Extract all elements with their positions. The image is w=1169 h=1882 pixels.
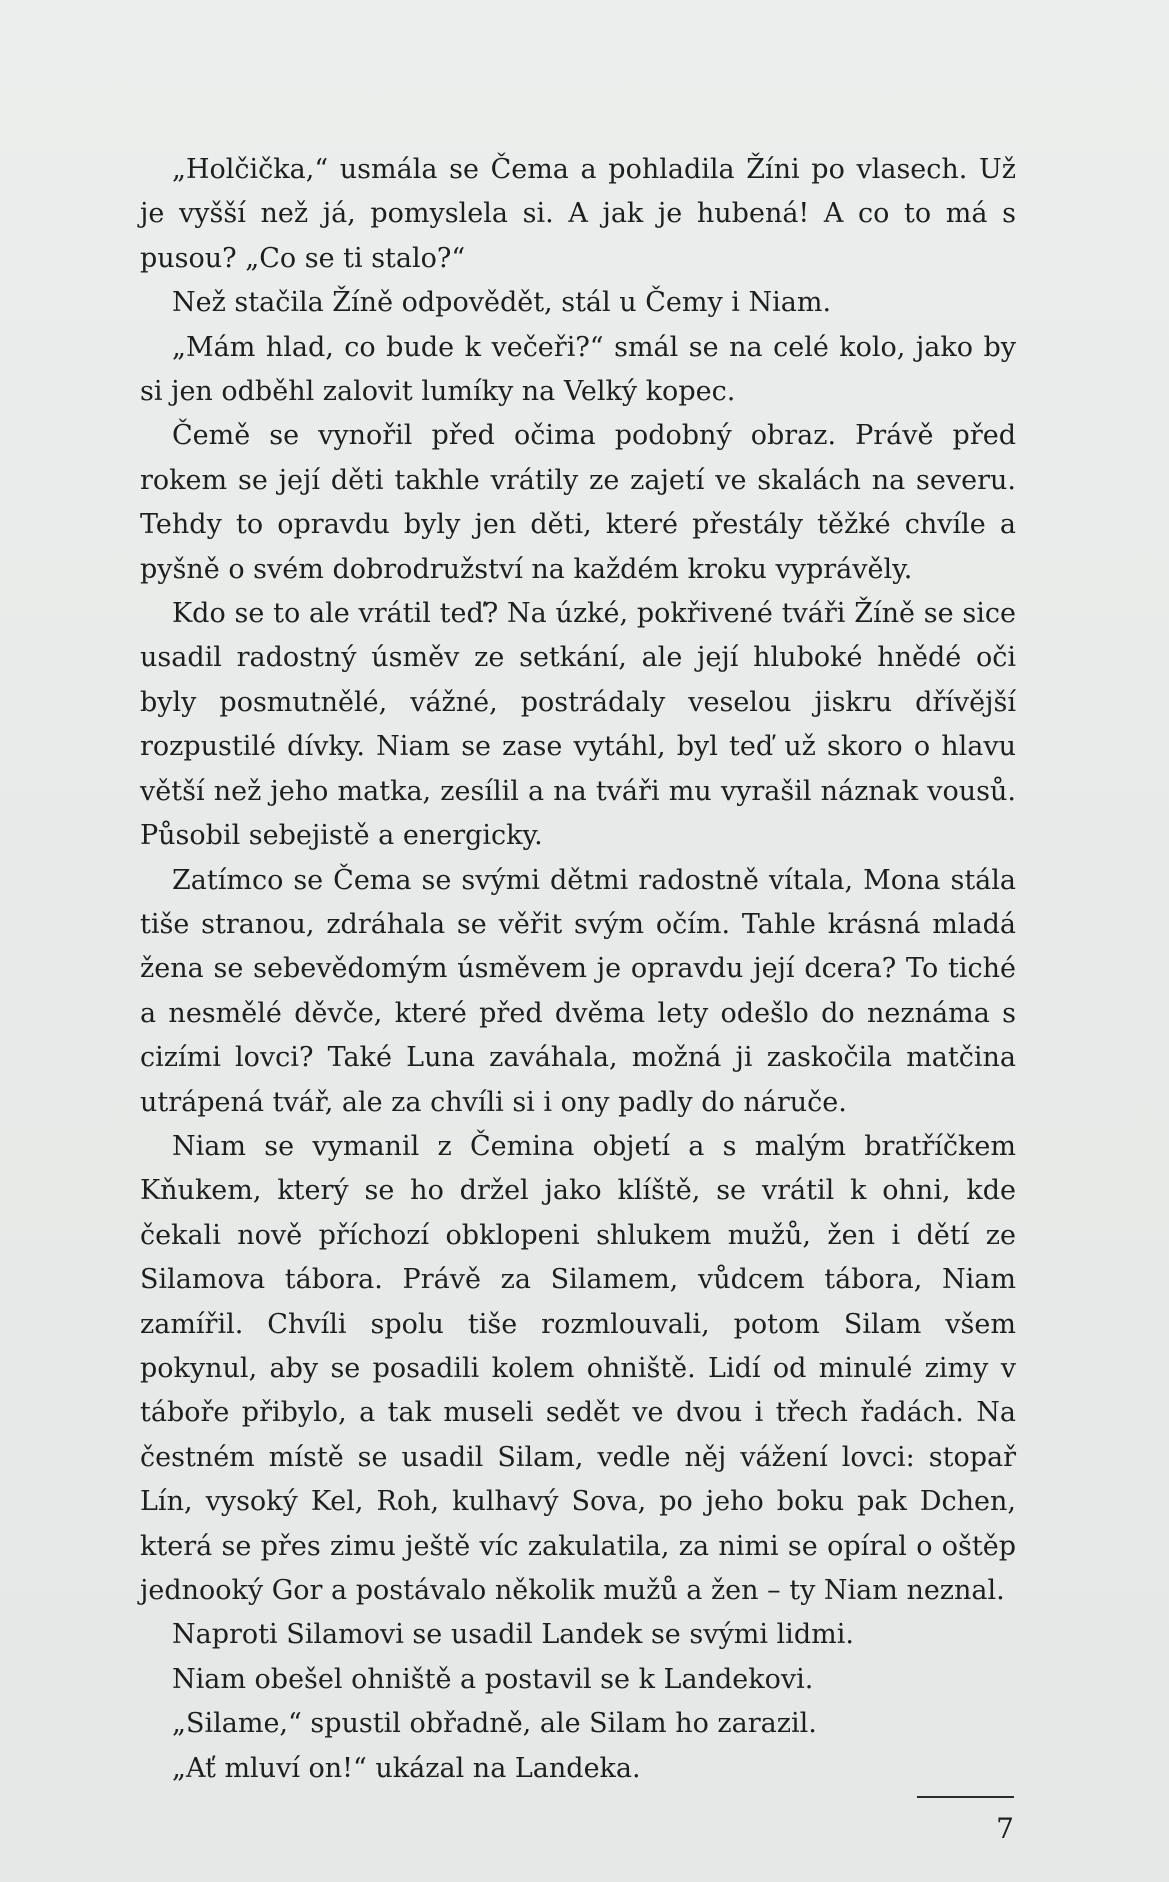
footer-rule [917,1796,1014,1798]
paragraph-5: Kdo se to ale vrátil teď? Na úzké, pokřivené tváři Žíně se sice usadil radostný úsměv ze setkání, ale její hluboké hnědé oči byly posmutnělé, vážné, postrádaly veselou jiskru dřívější rozpustilé dívky. Niam se zase vytáhl, byl teď už skoro o hlavu větší než jeho matka, zesílil a na tváři mu vyrašil náznak vousů. Působil sebejistě a energicky. [140,598,1016,852]
paragraph-1: „Holčička,“ usmála se Čema a pohladila Žíni po vlasech. Už je vyšší než já, pomyslela si. A jak je hubená! A co to má s pusou? „Co se ti stalo?“ [140,154,1016,274]
paragraph-9: Niam obešel ohniště a postavil se k Landekovi. [172,1663,814,1695]
paragraph-6: Zatímco se Čema se svými dětmi radostně vítala, Mona stála tiše stranou, zdráhala se věřit svým očím. Tahle krásná mladá žena se sebevědomým úsměvem je opravdu její dcera? To tiché a nesmělé děvče, které před dvěma lety odešlo do neznáma s cizími lovci? Také Luna zaváhala, možná ji zaskočila matčina utrápená tvář, ale za chvíli si i ony padly do náruče. [140,864,1016,1118]
paragraph-11: „Ať mluví on!“ ukázal na Landeka. [172,1752,641,1784]
paragraph-2: Než stačila Žíně odpovědět, stál u Čemy i Niam. [172,287,832,319]
paragraph-10: „Silame,“ spustil obřadně, ale Silam ho zarazil. [172,1708,817,1740]
paragraph-3: „Mám hlad, co bude k večeři?“ smál se na celé kolo, jako by si jen odběhl zalovit lumíky na Velký kopec. [140,331,1016,408]
paragraph-4: Čemě se vynořil před očima podobný obraz. Právě před rokem se její děti takhle vrátily ze zajetí ve skalách na severu. Tehdy to opravdu byly jen děti, které přestály těžké chvíle a pyšně o svém dobrodružství na každém kroku vyprávěly. [140,420,1016,585]
paragraph-7: Niam se vymanil z Čemina objetí a s malým bratříčkem Kňukem, který se ho držel jako klíště, se vrátil k ohni, kde čekali nově příchozí obklopeni shlukem mužů, žen i dětí ze Silamova tábora. Právě za Silamem, vůdcem tábora, Niam zamířil. Chvíli spolu tiše rozmlouvali, potom Silam všem pokynul, aby se posadili kolem ohniště. Lidí od minulé zimy v táboře přibylo, a tak museli sedět ve dvou i třech řadách. Na čestném místě se usadil Silam, vedle něj vážení lovci: stopař Lín, vysoký Kel, Roh, kulhavý Sova, po jeho boku pak Dchen, která se přes zimu ještě víc zakulatila, za nimi se opíral o oštěp jednooký Gor a postávalo několik mužů a žen – ty Niam neznal. [140,1130,1016,1606]
paragraph-8: Naproti Silamovi se usadil Landek se svými lidmi. [172,1619,854,1651]
page-number: 7 [996,1812,1014,1845]
body-text [140,148,1016,1791]
